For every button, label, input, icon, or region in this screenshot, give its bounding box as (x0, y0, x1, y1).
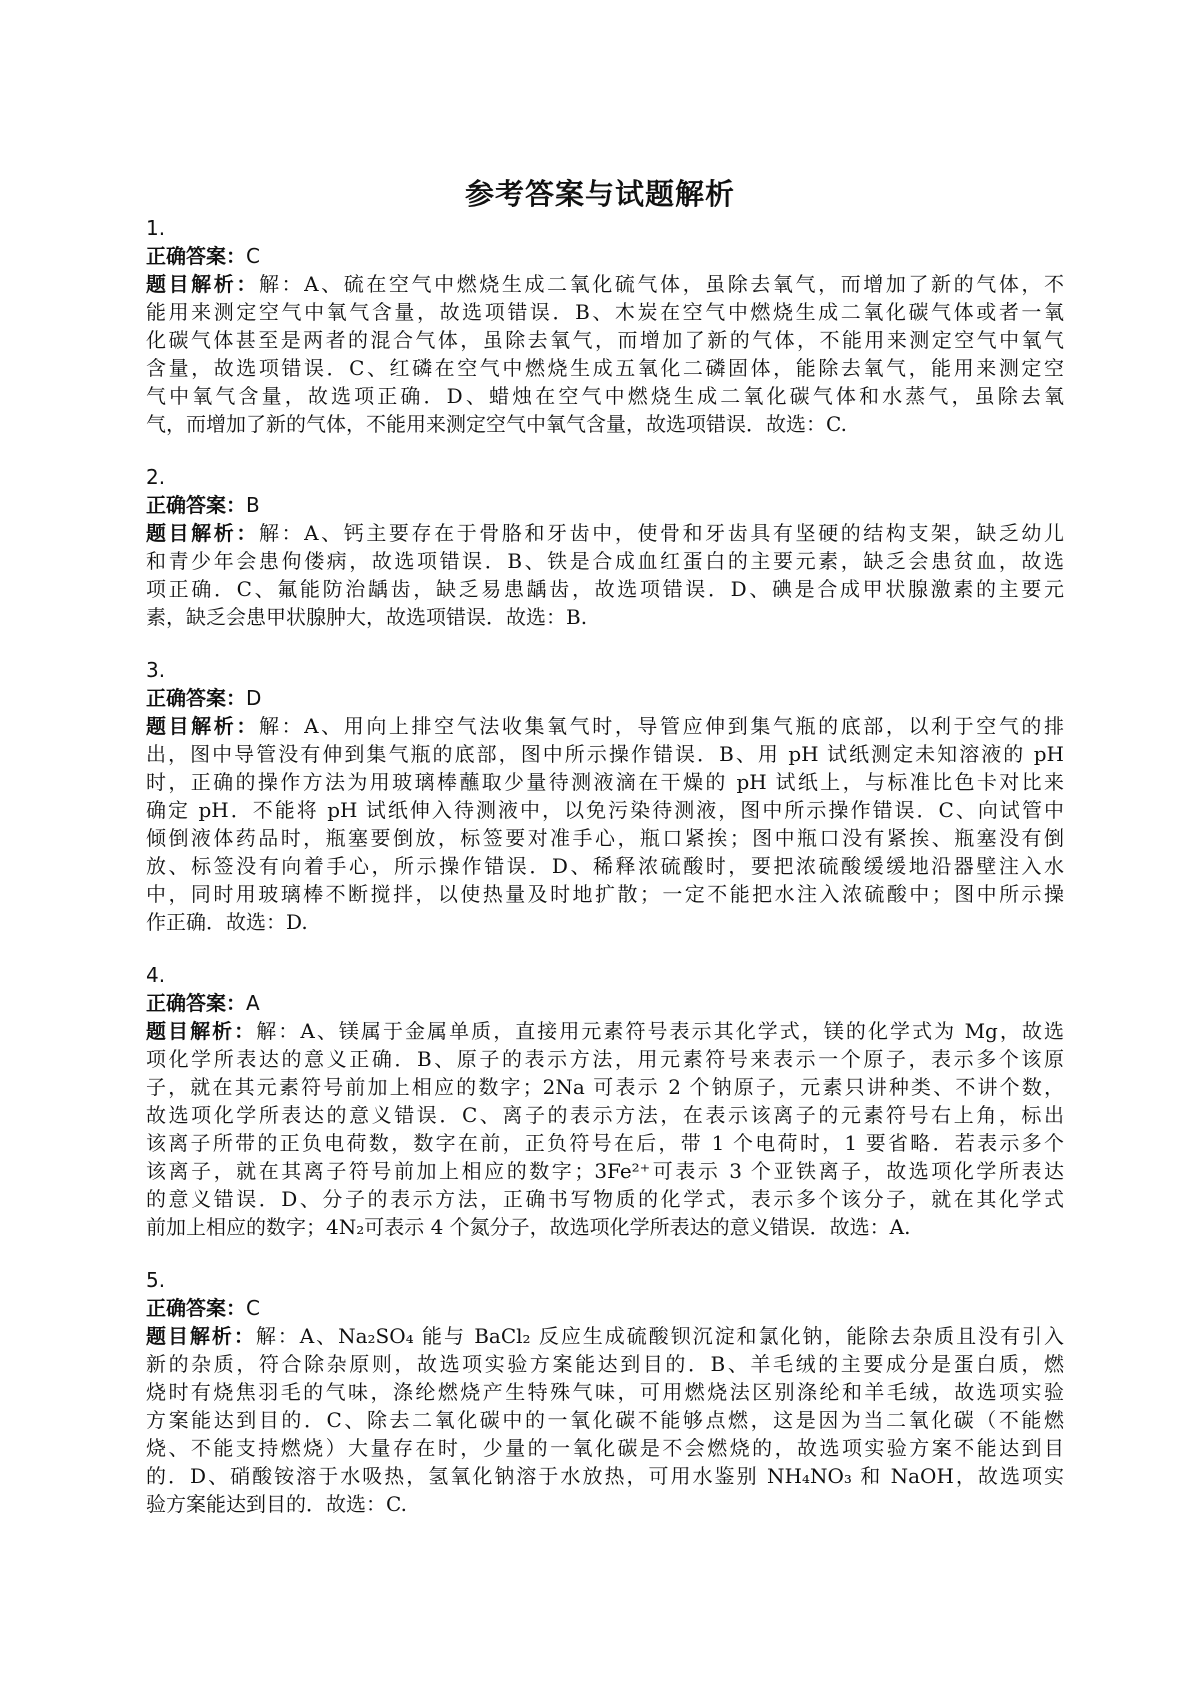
analysis-text-line: 项正确．C、氟能防治龋齿，缺乏易患龋齿，故选项错误．D、碘是合成甲状腺激素的主要元 (146, 577, 1064, 601)
analysis-label: 题目解析： (146, 714, 259, 738)
correct-answer-label: 正确答案： (146, 686, 246, 710)
analysis-text-line: 验方案能达到目的．故选：C. (146, 1492, 407, 1516)
analysis-text-line: 放、标签没有向着手心，所示操作错误．D、稀释浓硫酸时，要把浓硫酸缓缓地沿器壁注入水 (146, 854, 1064, 878)
correct-answer-value: D (246, 686, 262, 710)
analysis-text-line: 烧时有烧焦羽毛的气味，涤纶燃烧产生特殊气味，可用燃烧法区别涤纶和羊毛绒，故选项实验 (146, 1380, 1064, 1404)
question-block (146, 656, 1064, 936)
correct-answer-value: B (246, 493, 260, 517)
analysis-text: 解：A、钙主要存在于骨胳和牙齿中，使骨和牙齿具有坚硬的结构支架，缺乏幼儿 (258, 521, 1064, 545)
question-block (146, 214, 1064, 438)
analysis-label: 题目解析： (146, 521, 259, 545)
correct-answer-value: C (246, 1296, 260, 1320)
analysis-text-line: 出，图中导管没有伸到集气瓶的底部，图中所示操作错误．B、用 pH 试纸测定未知溶液的 pH (146, 742, 1064, 766)
analysis-text-line (146, 1322, 1064, 1350)
analysis-text-line: 的意义错误．D、分子的表示方法，正确书写物质的化学式，表示多个该分子，就在其化学式 (146, 1187, 1064, 1211)
analysis-text-line: 和青少年会患佝偻病，故选项错误．B、铁是合成血红蛋白的主要元素，缺乏会患贫血，故选 (146, 549, 1064, 573)
analysis-text-line: 该离子所带的正负电荷数，数字在前，正负符号在后，带 1 个电荷时，1 要省略．若表示多个 (146, 1131, 1064, 1155)
answer-list (146, 214, 1064, 1543)
correct-answer-line (146, 491, 1064, 519)
page-title: 参考答案与试题解析 (464, 177, 735, 211)
analysis-text: 解：A、硫在空气中燃烧生成二氧化硫气体，虽除去氧气，而增加了新的气体，不 (258, 272, 1064, 296)
analysis-text-line (146, 1017, 1064, 1045)
question-number: 3. (146, 658, 166, 682)
analysis-text-line: 能用来测定空气中氧气含量，故选项错误．B、木炭在空气中燃烧生成二氧化碳气体或者一氧 (146, 300, 1064, 324)
correct-answer-value: C (246, 244, 260, 268)
analysis-text-line: 中，同时用玻璃棒不断搅拌，以使热量及时地扩散；一定不能把水注入浓硫酸中；图中所示操 (146, 882, 1064, 906)
correct-answer-line (146, 242, 1064, 270)
analysis-text-line: 确定 pH．不能将 pH 试纸伸入待测液中，以免污染待测液，图中所示操作错误．C、向试管中 (146, 798, 1064, 822)
question-block (146, 463, 1064, 631)
analysis-text-line: 时，正确的操作方法为用玻璃棒蘸取少量待测液滴在干燥的 pH 试纸上，与标准比色卡对比来 (146, 770, 1064, 794)
question-block (146, 961, 1064, 1241)
correct-answer-label: 正确答案： (146, 991, 246, 1015)
analysis-text-line: 前加上相应的数字；4N₂可表示 4 个氮分子，故选项化学所表达的意义错误．故选：A. (146, 1215, 911, 1239)
analysis-text-line: 烧、不能支持燃烧）大量存在时，少量的一氧化碳是不会燃烧的，故选项实验方案不能达到目 (146, 1436, 1064, 1460)
correct-answer-line (146, 989, 1064, 1017)
question-number: 5. (146, 1268, 166, 1292)
analysis-label: 题目解析： (146, 1019, 257, 1043)
question-number: 1. (146, 216, 166, 240)
correct-answer-label: 正确答案： (146, 1296, 246, 1320)
analysis-text-line: 气，而增加了新的气体，不能用来测定空气中氧气含量，故选项错误．故选：C. (146, 412, 847, 436)
analysis-text: 解：A、Na₂SO₄ 能与 BaCl₂ 反应生成硫酸钡沉淀和氯化钠，能除去杂质且没有引入 (255, 1324, 1064, 1348)
analysis-text: 解：A、用向上排空气法收集氧气时，导管应伸到集气瓶的底部，以利于空气的排 (258, 714, 1064, 738)
question-block (146, 1266, 1064, 1518)
analysis-text-line: 倾倒液体药品时，瓶塞要倒放，标签要对准手心，瓶口紧挨；图中瓶口没有紧挨、瓶塞没有倒 (146, 826, 1064, 850)
question-number: 2. (146, 465, 166, 489)
analysis-text-line: 气中氧气含量，故选项正确．D、蜡烛在空气中燃烧生成二氧化碳气体和水蒸气，虽除去氧 (146, 384, 1064, 408)
correct-answer-line (146, 684, 1064, 712)
correct-answer-line (146, 1294, 1064, 1322)
analysis-text-line: 子，就在其元素符号前加上相应的数字；2Na 可表示 2 个钠原子，元素只讲种类、不讲个数， (146, 1075, 1064, 1099)
analysis-text-line (146, 270, 1064, 298)
correct-answer-label: 正确答案： (146, 244, 246, 268)
analysis-text-line: 新的杂质，符合除杂原则，故选项实验方案能达到目的．B、羊毛绒的主要成分是蛋白质，燃 (146, 1352, 1064, 1376)
analysis-text-line: 故选项化学所表达的意义错误．C、离子的表示方法，在表示该离子的元素符号右上角，标出 (146, 1103, 1064, 1127)
correct-answer-label: 正确答案： (146, 493, 246, 517)
analysis-text: 解：A、镁属于金属单质，直接用元素符号表示其化学式，镁的化学式为 Mg，故选 (256, 1019, 1064, 1043)
analysis-text-line: 化碳气体甚至是两者的混合气体，虽除去氧气，而增加了新的气体，不能用来测定空气中氧气 (146, 328, 1064, 352)
analysis-text-line: 项化学所表达的意义正确．B、原子的表示方法，用元素符号来表示一个原子，表示多个该原 (146, 1047, 1064, 1071)
analysis-text-line: 的．D、硝酸铵溶于水吸热，氢氧化钠溶于水放热，可用水鉴别 NH₄NO₃ 和 NaOH，故选项实 (146, 1464, 1064, 1488)
analysis-text-line (146, 712, 1064, 740)
correct-answer-value: A (246, 991, 260, 1015)
analysis-text-line: 含量，故选项错误．C、红磷在空气中燃烧生成五氧化二磷固体，能除去氧气，能用来测定空 (146, 356, 1064, 380)
analysis-label: 题目解析： (146, 1324, 256, 1348)
analysis-text-line: 作正确．故选：D. (146, 910, 308, 934)
analysis-text-line: 该离子，就在其离子符号前加上相应的数字；3Fe²⁺可表示 3 个亚铁离子，故选项化学所表达 (146, 1159, 1064, 1183)
analysis-text-line: 方案能达到目的．C、除去二氧化碳中的一氧化碳不能够点燃，这是因为当二氧化碳（不能燃 (146, 1408, 1064, 1432)
analysis-text-line: 素，缺乏会患甲状腺肿大，故选项错误．故选：B. (146, 605, 588, 629)
analysis-text-line (146, 519, 1064, 547)
question-number: 4. (146, 963, 166, 987)
analysis-label: 题目解析： (146, 272, 259, 296)
